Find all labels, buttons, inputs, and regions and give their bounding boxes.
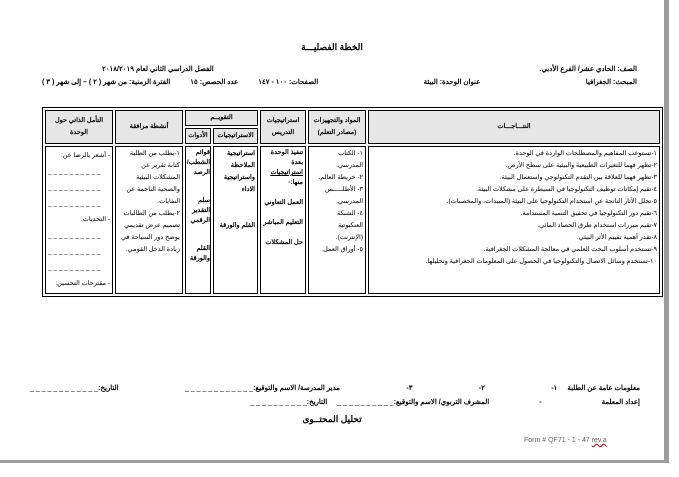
reflection-blank[interactable]: _ _ _ _ _ _ _ _ _ _	[48, 264, 101, 271]
activities-cell	[115, 146, 183, 294]
outcome-item: ٥-تحلل الآثار الناتجة عن استخدام التكنولوجيا على البيئة (المبيدات، والمخصبات).	[446, 198, 657, 205]
outcome-item: ٨-تقدر أهمية تقييم الأثر البيئي.	[576, 234, 657, 241]
activity-item: ٢-يطلب من الطالبات تصميم عرض تقديمي يوضح دور السياحة في زيادة الدخل القومي.	[120, 210, 180, 253]
teaching-item: التعليم المباشر	[263, 219, 303, 226]
header-line-1	[42, 65, 637, 73]
principal-label: مدير المدرسة/ الاسم والتوقيع:	[253, 385, 341, 392]
header-assess-tools: الأدوات	[185, 128, 211, 144]
periods-label: عدد الحصص: ١٥	[190, 79, 239, 86]
supervisor-label: المشرف التربوي/ الاسم والتوقيع:	[393, 399, 490, 406]
document-title: الخطة الفصليـــة	[301, 42, 363, 52]
semester-label: الفصل الدراسي الثاني لعام ٢٠١٨/٢٠١٩	[102, 66, 214, 73]
reflection-blank[interactable]: _ _ _ _ _ _ _ _ _ _	[48, 168, 101, 175]
outcome-item: ٧-تقيم مبررات استخدام طرق الحصاد المائي.	[537, 222, 657, 229]
footer-line-1: معلومات عامة عن الطلبة ١- ٢- ٣- مدير المدرسة/ الاسم والتوقيع: _ _ _ _ _ _ _ _ _ _ _ _ التاريخ: _ _ _ _ _ _ _ _ _ _ _ _	[29, 385, 640, 392]
header-assess-strategies: الاستراتيجيات	[213, 128, 258, 144]
activity-item: ١-يطلب من الطلبة كتابة تقرير عن المشكلات البيئية والصحية الناجمة عن النفايات.	[126, 150, 180, 205]
outcome-item: ٣-تظهر فهما للعلاقة بين التقدم التكنولوجي واستعمال البيئة.	[499, 174, 657, 181]
outcome-item: ٩-تستخدم أسلوب البحث العلمي في معالجة المشكلات الجغرافية.	[483, 246, 657, 253]
assess-tool-item: سلم التقدير الرقمي	[190, 197, 210, 224]
reflection-blank[interactable]: _ _ _ _ _ _ _ _ _ _	[48, 200, 101, 207]
reflection-blank[interactable]: _ _ _ _ _ _ _ _ _ _	[48, 184, 101, 191]
assess-strategies-cell	[213, 146, 258, 294]
section-title: تحليل المحتــوى	[302, 414, 362, 424]
reflection-blank[interactable]: _ _ _ _ _ _ _ _ _ _	[48, 232, 101, 239]
general-info-label: معلومات عامة عن الطلبة	[567, 385, 640, 392]
assess-strategy-item: القلم والورقة	[219, 222, 255, 229]
vertical-scrollbar[interactable]	[664, 0, 669, 462]
principal-date-field[interactable]: _ _ _ _ _ _ _ _ _ _ _ _	[29, 385, 99, 392]
material-item: ١- الكتاب المدرسي.	[336, 150, 363, 169]
header-line-2	[42, 78, 637, 86]
reflection-cell: - أشعر بالرضا عن: _ _ _ _ _ _ _ _ _ _ _ _ _ _ _ _ _ _ _ _ _ _ _ _ _ _ _ _ _ _ - التحديات: _ _ _ _ _ _ _ _ _ _ _ _ _ _ _ _ _ _ _ _ _ _ _ _ _ _ _ _ _ _ - مقترحات التحسين:	[45, 146, 113, 294]
assess-strategy-item: واستراتيجية الاداء	[223, 174, 255, 193]
material-item: ٢- خريطة العالم.	[318, 174, 363, 181]
outcome-item: ١٠-تستخدم وسائل الاتصال والتكنولوجيا في الحصول على المعلومات الجغرافية وتحليلها.	[425, 258, 657, 265]
outcome-item: ١-تستوعب المفاهيم والمصطلحات الواردة في الوحدة.	[513, 150, 657, 157]
materials-cell	[308, 146, 366, 294]
subject-label: المبحث: الجغرافيا	[585, 79, 637, 86]
header-outcomes: النتـــاجـــات	[368, 110, 660, 144]
header-assessment: التقويــم	[185, 110, 258, 126]
outcomes-cell	[368, 146, 660, 294]
outcome-item: ٦-تقيم دور التكنولوجيا في تحقيق التنمية المستدامة.	[520, 210, 657, 217]
prepared-by-label: إعداد المعلمة	[601, 399, 640, 406]
supervisor-signature-field[interactable]: _ _ _ _ _ _ _ _ _ _	[337, 399, 394, 406]
plan-table	[42, 107, 663, 297]
pages-label: الصفحات: ١٠٠ - ١٤٧	[258, 79, 319, 86]
teaching-cell: تنفيذ الوحدة بعدة استراتيجيات منها:- العمل التعاوني التعليم المباشر حل المشكلات	[260, 146, 306, 294]
material-item: ٤- الشبكة العنكبوتية (الإنترنت).	[335, 210, 363, 241]
form-number: Form # QF71 - 1 - 47 rev.a	[524, 437, 607, 444]
header-materials: المواد والتجهيزات (مصادر التعلم)	[308, 110, 366, 144]
material-item: ٣- الأطلـــــس المدرسي.	[324, 186, 363, 205]
header-teaching: استراتيجيات التدريس	[260, 110, 306, 144]
supervisor-date-field[interactable]: _ _ _ _ _ _ _ _ _ _	[250, 399, 307, 406]
assess-tool-item: قوائم الشطب/ الرصد	[186, 149, 210, 176]
footer-line-2: إعداد المعلمة - المشرف التربوي/ الاسم والتوقيع: _ _ _ _ _ _ _ _ _ _ التاريخ: _ _ _ _ _ _ _ _ _ _	[250, 399, 640, 406]
supervisor-date-label: التاريخ:	[306, 399, 328, 406]
principal-signature-field[interactable]: _ _ _ _ _ _ _ _ _ _ _ _	[184, 385, 254, 392]
header-activities: أنشطة مرافقة	[115, 110, 183, 144]
assess-tools-cell	[185, 146, 211, 294]
grade-label: الصف: الحادي عشر/ الفرع الأدبي.	[539, 66, 637, 73]
outcome-item: ٢-تظهر فهما للتغيرات الطبيعية والبيئية على سطح الأرض.	[505, 162, 657, 169]
principal-date-label: التاريخ:	[98, 385, 119, 392]
reflection-blank[interactable]: _ _ _ _ _ _ _ _ _ _	[48, 248, 101, 255]
header-reflection: التأمل الذاتي حول الوحدة	[45, 110, 113, 144]
assess-strategy-item: استراتيجية الملاحظة	[226, 150, 255, 169]
outcome-item: ٤-تقيم إمكانات توظيف التكنولوجيا في السيطرة على مشكلات البيئة.	[476, 186, 657, 193]
teaching-item: العمل التعاوني	[264, 199, 303, 206]
teaching-item: حل المشكلات	[265, 239, 303, 246]
assess-tool-item: القلم والورقة	[189, 245, 210, 262]
material-item: ٥- أوراق العمل.	[321, 246, 363, 253]
horizontal-scrollbar[interactable]	[0, 460, 669, 463]
unit-label: عنوان الوحدة: البيئة	[423, 79, 481, 86]
timeframe-label: الفترة الزمنية: من شهر ( ٢ ) – إلى شهر ( ٣ )	[42, 79, 171, 86]
